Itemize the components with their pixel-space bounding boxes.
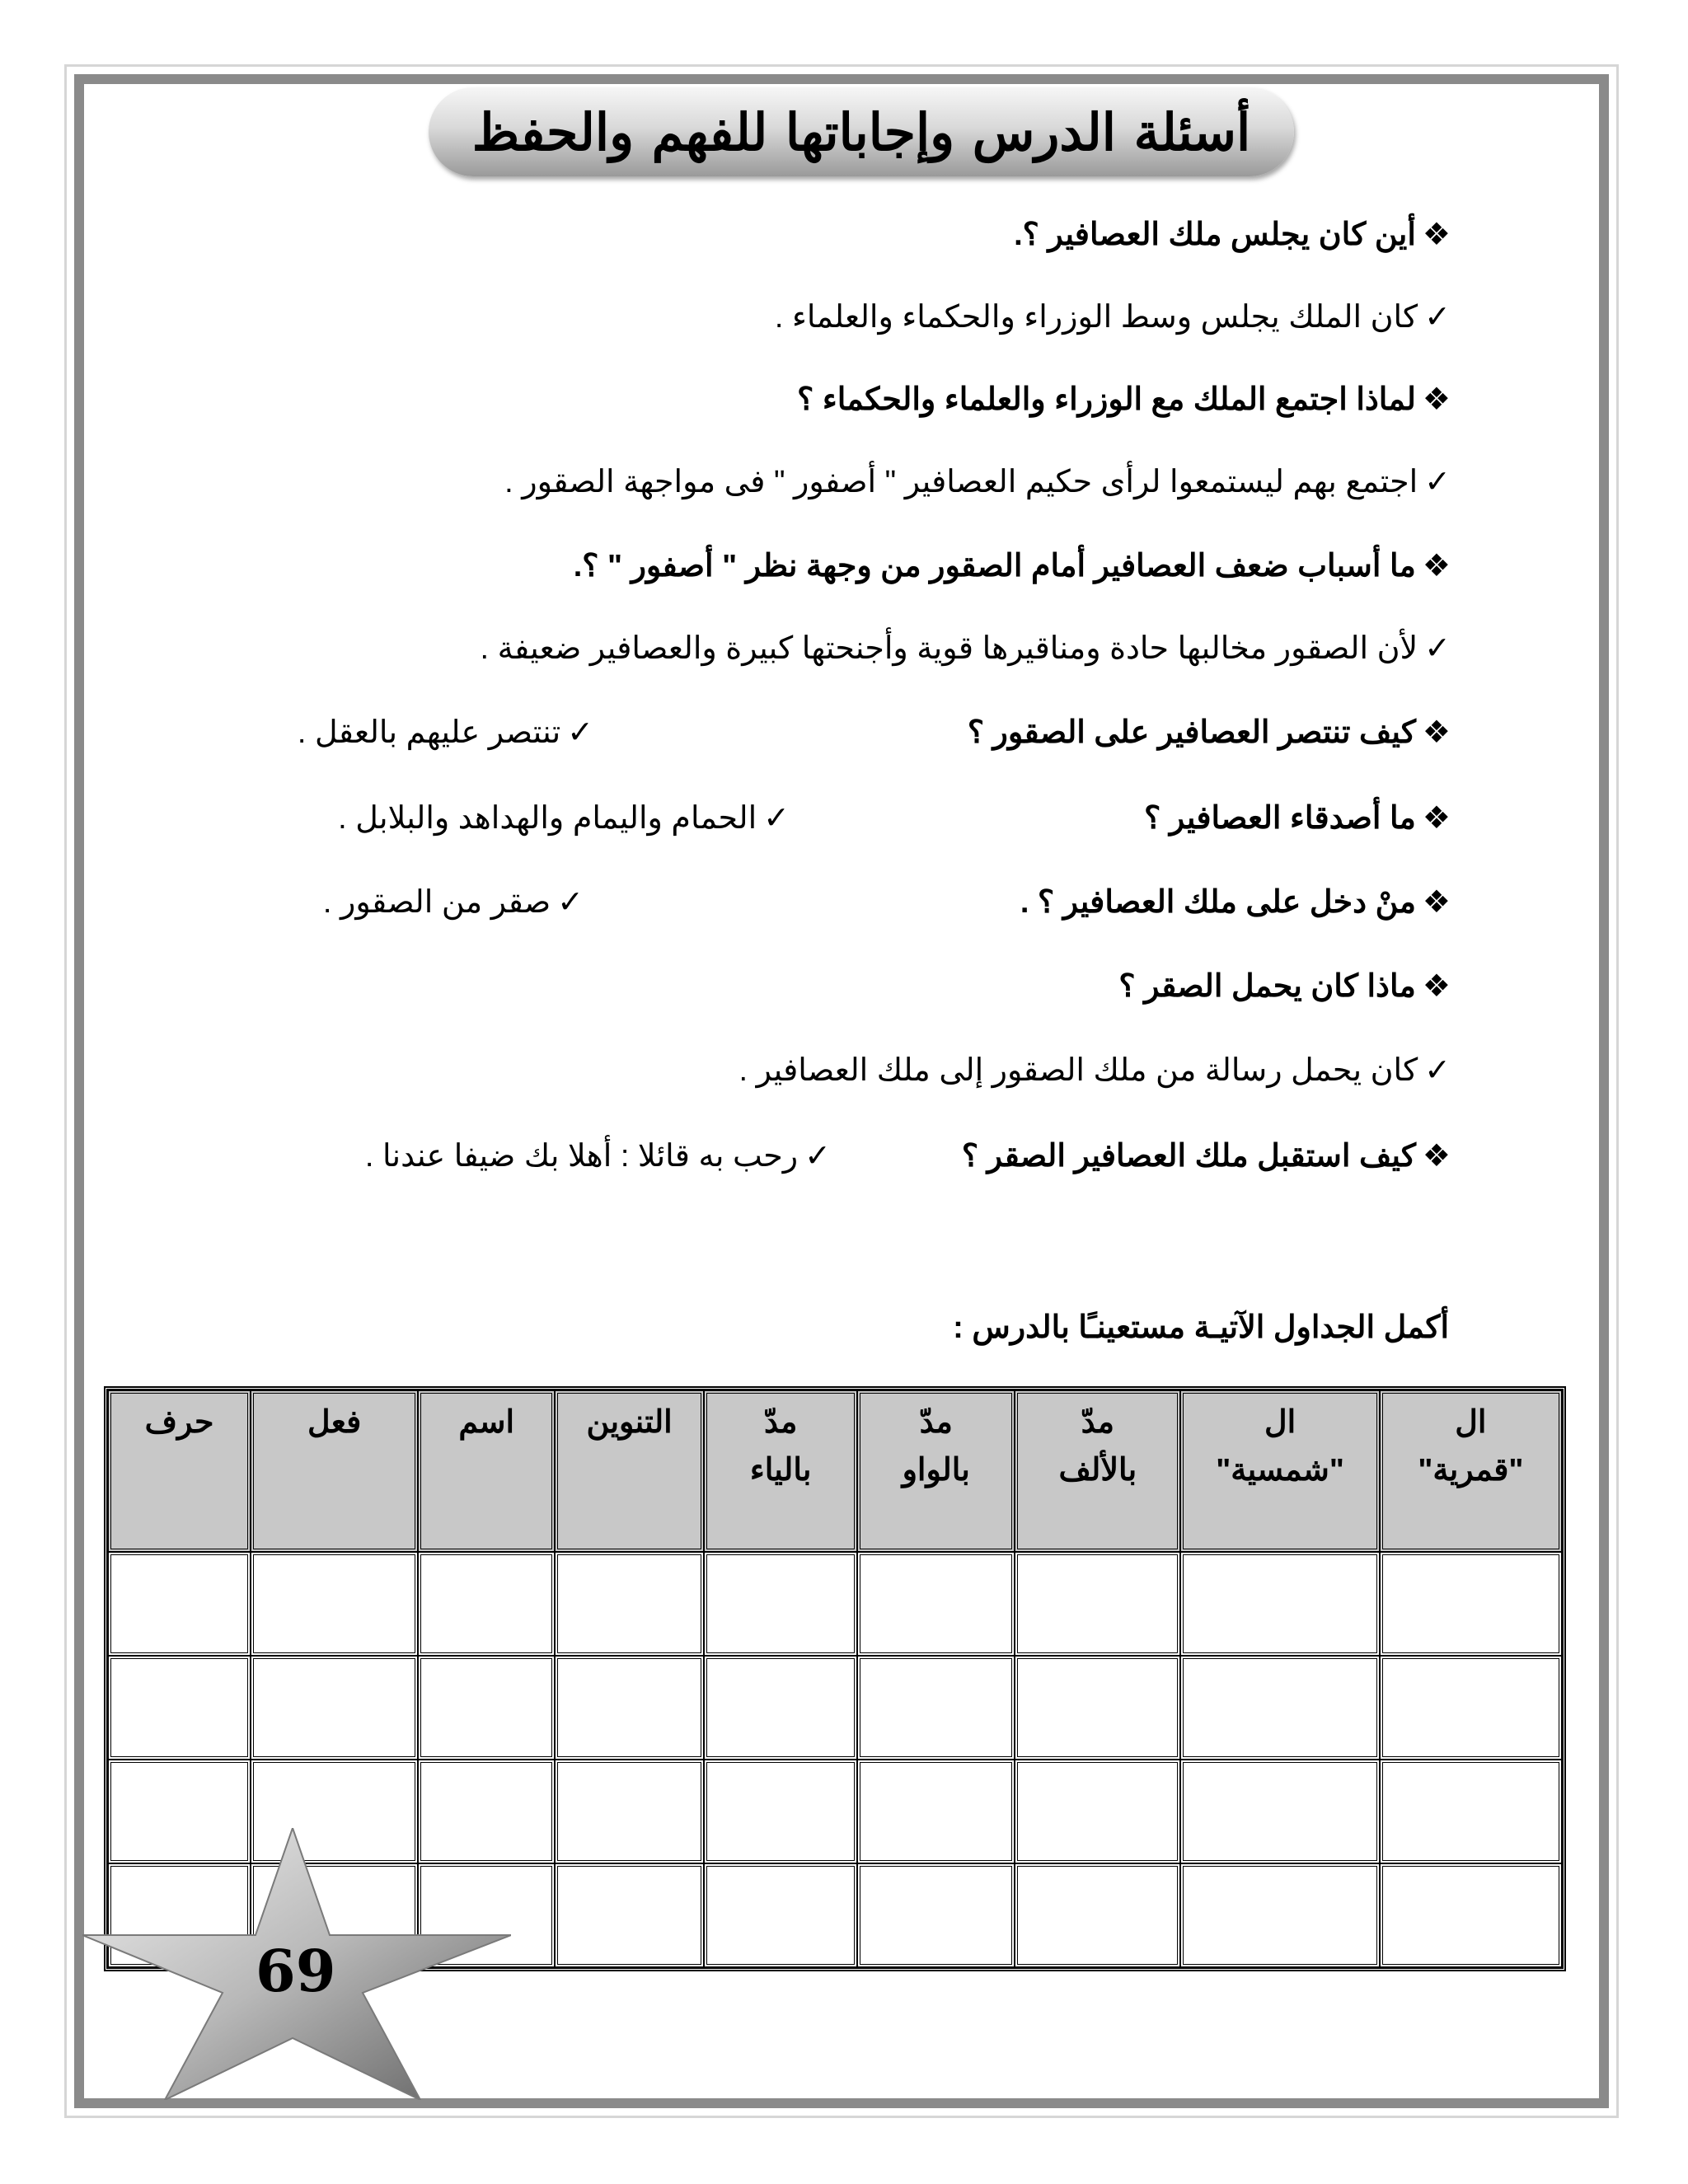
- check-icon: ✓: [1424, 465, 1451, 499]
- question-6: [1020, 883, 1451, 921]
- answer-cell[interactable]: [555, 1656, 704, 1760]
- column-header: حرف: [108, 1390, 251, 1552]
- answer-cell[interactable]: [704, 1656, 857, 1760]
- check-icon: ✓: [763, 801, 790, 836]
- column-header: ال "قمرية": [1380, 1390, 1562, 1552]
- answer-2: [504, 463, 1451, 500]
- check-icon: ✓: [804, 1139, 831, 1174]
- answer-cell[interactable]: [108, 1656, 251, 1760]
- answer-text: صقر من الصقور .: [322, 885, 551, 920]
- answer-text: رحب به قائلا : أهلا بك ضيفا عندنا .: [364, 1139, 799, 1174]
- answer-6: [323, 883, 584, 921]
- column-header: فعل: [251, 1390, 418, 1552]
- question-text: ما أصدقاء العصافير ؟: [1144, 801, 1416, 836]
- question-8: [962, 1137, 1451, 1174]
- answer-cell[interactable]: [1180, 1863, 1379, 1967]
- question-5: [1144, 799, 1451, 837]
- question-text: ما أسباب ضعف العصافير أمام الصقور من وجهة نظر " أصفور " ؟.: [573, 549, 1416, 583]
- bullet-icon: ❖: [1422, 885, 1451, 920]
- answer-text: اجتمع بهم ليستمعوا لرأى حكيم العصافير " أصفور " فى مواجهة الصقور .: [504, 465, 1418, 499]
- column-header: مدّ بالواو: [857, 1390, 1015, 1552]
- check-icon: ✓: [1424, 631, 1451, 666]
- answer-7: [739, 1052, 1451, 1089]
- answer-cell[interactable]: [1180, 1760, 1379, 1863]
- answer-cell[interactable]: [857, 1760, 1015, 1863]
- answer-cell[interactable]: [1380, 1552, 1562, 1656]
- answer-cell[interactable]: [857, 1863, 1015, 1967]
- answer-cell[interactable]: [704, 1760, 857, 1863]
- bullet-icon: ❖: [1422, 969, 1451, 1004]
- bullet-icon: ❖: [1422, 218, 1451, 252]
- bullet-icon: ❖: [1422, 1139, 1451, 1174]
- answer-3: [480, 630, 1451, 667]
- answer-text: لأن الصقور مخالبها حادة ومناقيرها قوية وأجنحتها كبيرة والعصافير ضعيفة .: [480, 631, 1418, 666]
- answer-cell[interactable]: [1015, 1863, 1180, 1967]
- column-header: اسم: [418, 1390, 555, 1552]
- answer-cell[interactable]: [251, 1552, 418, 1656]
- check-icon: ✓: [567, 715, 593, 750]
- answer-cell[interactable]: [704, 1863, 857, 1967]
- column-header: التنوين: [555, 1390, 704, 1552]
- answer-cell[interactable]: [704, 1552, 857, 1656]
- question-2: [797, 381, 1451, 418]
- page-number: 69: [256, 1937, 336, 2005]
- question-text: منْ دخل على ملك العصافير ؟ .: [1020, 885, 1416, 920]
- answer-text: كان يحمل رسالة من ملك الصقور إلى ملك العصافير .: [738, 1053, 1418, 1088]
- question-text: كيف استقبل ملك العصافير الصقر ؟: [961, 1139, 1416, 1174]
- answer-cell[interactable]: [1015, 1656, 1180, 1760]
- answer-1: [775, 298, 1451, 335]
- column-header: ال "شمسية": [1180, 1390, 1379, 1552]
- answer-cell[interactable]: [1180, 1656, 1379, 1760]
- bullet-icon: ❖: [1422, 549, 1451, 583]
- answer-cell[interactable]: [1380, 1863, 1562, 1967]
- answer-cell[interactable]: [1380, 1656, 1562, 1760]
- bullet-icon: ❖: [1422, 801, 1451, 836]
- page-title: أسئلة الدرس وإجاباتها للفهم والحفظ: [471, 101, 1251, 162]
- answer-cell[interactable]: [1380, 1760, 1562, 1863]
- question-text: لماذا اجتمع الملك مع الوزراء والعلماء والحكماء ؟: [797, 382, 1416, 417]
- question-text: ماذا كان يحمل الصقر ؟: [1118, 969, 1416, 1004]
- question-3: [574, 547, 1451, 584]
- answer-cell[interactable]: [555, 1552, 704, 1656]
- answer-cell[interactable]: [857, 1552, 1015, 1656]
- answer-8: [365, 1137, 831, 1174]
- check-icon: ✓: [1424, 300, 1451, 335]
- answer-cell[interactable]: [418, 1552, 555, 1656]
- check-icon: ✓: [1424, 1053, 1451, 1088]
- table-row: [108, 1656, 1562, 1760]
- answer-4: [298, 714, 593, 751]
- answer-cell[interactable]: [555, 1760, 704, 1863]
- answer-cell[interactable]: [1015, 1760, 1180, 1863]
- answer-text: كان الملك يجلس وسط الوزراء والحكماء والعلماء .: [774, 300, 1418, 335]
- answer-cell[interactable]: [418, 1656, 555, 1760]
- exercise-instruction: أكمل الجداول الآتيـة مستعينـًا بالدرس :: [953, 1310, 1449, 1345]
- answer-cell[interactable]: [857, 1656, 1015, 1760]
- column-header: مدّ بالياء: [704, 1390, 857, 1552]
- column-header: مدّ بالألف: [1015, 1390, 1180, 1552]
- answer-cell[interactable]: [1015, 1552, 1180, 1656]
- table-row: [108, 1552, 1562, 1656]
- table-header-row: [108, 1390, 1562, 1552]
- answer-cell[interactable]: [555, 1863, 704, 1967]
- question-text: كيف تنتصر العصافير على الصقور ؟: [967, 715, 1416, 750]
- answer-cell[interactable]: [1180, 1552, 1379, 1656]
- bullet-icon: ❖: [1422, 382, 1451, 417]
- answer-5: [338, 799, 790, 837]
- answer-cell[interactable]: [108, 1552, 251, 1656]
- question-text: أين كان يجلس ملك العصافير ؟.: [1014, 218, 1416, 252]
- question-7: [1118, 968, 1451, 1005]
- bullet-icon: ❖: [1422, 715, 1451, 750]
- answer-text: تنتصر عليهم بالعقل .: [297, 715, 561, 750]
- answer-text: الحمام واليمام والهداهد والبلابل .: [338, 801, 757, 836]
- check-icon: ✓: [557, 885, 584, 920]
- question-1: [1014, 216, 1451, 253]
- answer-cell[interactable]: [251, 1656, 418, 1760]
- question-4: [968, 714, 1451, 751]
